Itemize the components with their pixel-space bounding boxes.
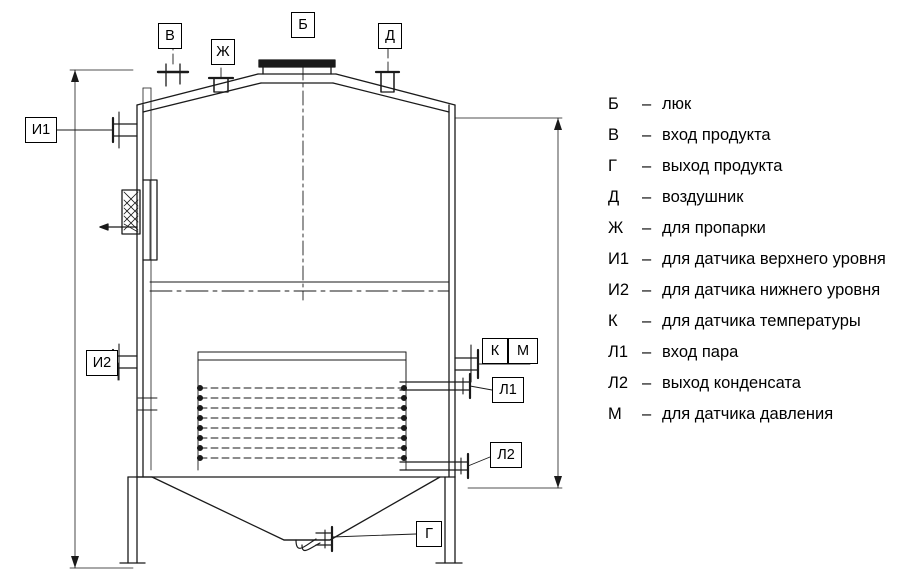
condensate-leader — [468, 457, 490, 466]
legend-value: для пропарки — [662, 219, 766, 237]
legend-key: Л1 — [608, 343, 629, 361]
tag-v[interactable]: В — [158, 23, 182, 49]
legend-item — [608, 313, 908, 330]
legend-key: Ж — [608, 219, 624, 237]
legend-dash: – — [642, 157, 652, 175]
coil-tubes — [200, 388, 404, 458]
coil-verticals — [198, 352, 406, 382]
legend-value: для датчика нижнего уровня — [662, 281, 881, 299]
legend-item — [608, 220, 908, 237]
legend-item — [608, 189, 908, 206]
legend-item — [608, 158, 908, 175]
legend-dash: – — [642, 188, 652, 206]
steam-inlet-leader — [470, 386, 492, 390]
hopper-outer — [152, 477, 440, 540]
coil-side-risers — [198, 360, 406, 470]
legend-list — [608, 96, 908, 437]
dim-arrow-right-top — [554, 118, 562, 130]
tag-d[interactable]: Д — [378, 23, 402, 49]
tag-zh[interactable]: Ж — [211, 39, 235, 65]
legend-item — [608, 344, 908, 361]
coil-header-top — [198, 352, 406, 360]
legend-key: Л2 — [608, 374, 629, 392]
tag-g[interactable]: Г — [416, 521, 442, 547]
legend-key: И1 — [608, 250, 630, 268]
tag-k[interactable]: К — [482, 338, 508, 364]
legend-key: М — [608, 405, 622, 423]
tag-i1[interactable]: И1 — [25, 117, 57, 143]
legend-item — [608, 251, 908, 268]
legend-key: Б — [608, 95, 619, 113]
legend-item — [608, 375, 908, 392]
legend-dash: – — [642, 250, 652, 268]
legend-dash: – — [642, 281, 652, 299]
temp-press-nozzle — [455, 358, 478, 370]
tank-top-left-cone — [137, 74, 258, 105]
legend-value: вход пара — [662, 343, 739, 361]
upper-sensor-nozzle — [113, 124, 137, 136]
inlet-nozzle-neck — [166, 64, 180, 86]
legend-item — [608, 406, 908, 423]
legend-item — [608, 127, 908, 144]
dim-arrow-bottom — [71, 556, 79, 568]
legend-value: выход продукта — [662, 157, 783, 175]
legend-key: И2 — [608, 281, 630, 299]
dim-arrow-top — [71, 70, 79, 82]
legend-dash: – — [642, 312, 652, 330]
tag-b[interactable]: Б — [291, 12, 315, 38]
legend-key: Д — [608, 188, 620, 206]
legend-dash: – — [642, 95, 652, 113]
legend-dash: – — [642, 405, 652, 423]
tag-m[interactable]: М — [508, 338, 538, 364]
steam-inlet-pipe — [400, 382, 470, 390]
legend-value: воздушник — [662, 188, 744, 206]
legend-key: Г — [608, 157, 617, 175]
legend-dash: – — [642, 374, 652, 392]
tank-top-left-cone-inner — [143, 83, 261, 112]
legend-value: выход конденсата — [662, 374, 801, 392]
tag-l2[interactable]: Л2 — [490, 442, 522, 468]
manhole-flange — [259, 60, 335, 67]
tank-top-right-cone-inner — [333, 83, 449, 112]
legend-value: люк — [662, 95, 692, 113]
legend-key: В — [608, 126, 620, 144]
tank-top-right-cone — [336, 74, 455, 105]
condensate-pipe — [400, 462, 468, 470]
legend-dash: – — [642, 126, 652, 144]
legend-value: вход продукта — [662, 126, 771, 144]
legend-item — [608, 282, 908, 299]
legend-dash: – — [642, 343, 652, 361]
standpipe-bracket — [138, 398, 157, 410]
sight-glass-hatch — [124, 192, 138, 232]
tag-i2[interactable]: И2 — [86, 350, 118, 376]
legend-value: для датчика давления — [662, 405, 834, 423]
legend-value: для датчика температуры — [662, 312, 861, 330]
coil-tube-nodes — [198, 386, 407, 461]
legend-key: К — [608, 312, 618, 330]
dim-arrow-right-bottom — [554, 476, 562, 488]
legend-value: для датчика верхнего уровня — [662, 250, 886, 268]
outlet-leader — [332, 534, 416, 537]
tag-l1[interactable]: Л1 — [492, 377, 524, 403]
legend-dash: – — [642, 219, 652, 237]
sight-glass-arrow — [100, 224, 108, 230]
legend-item — [608, 96, 908, 113]
